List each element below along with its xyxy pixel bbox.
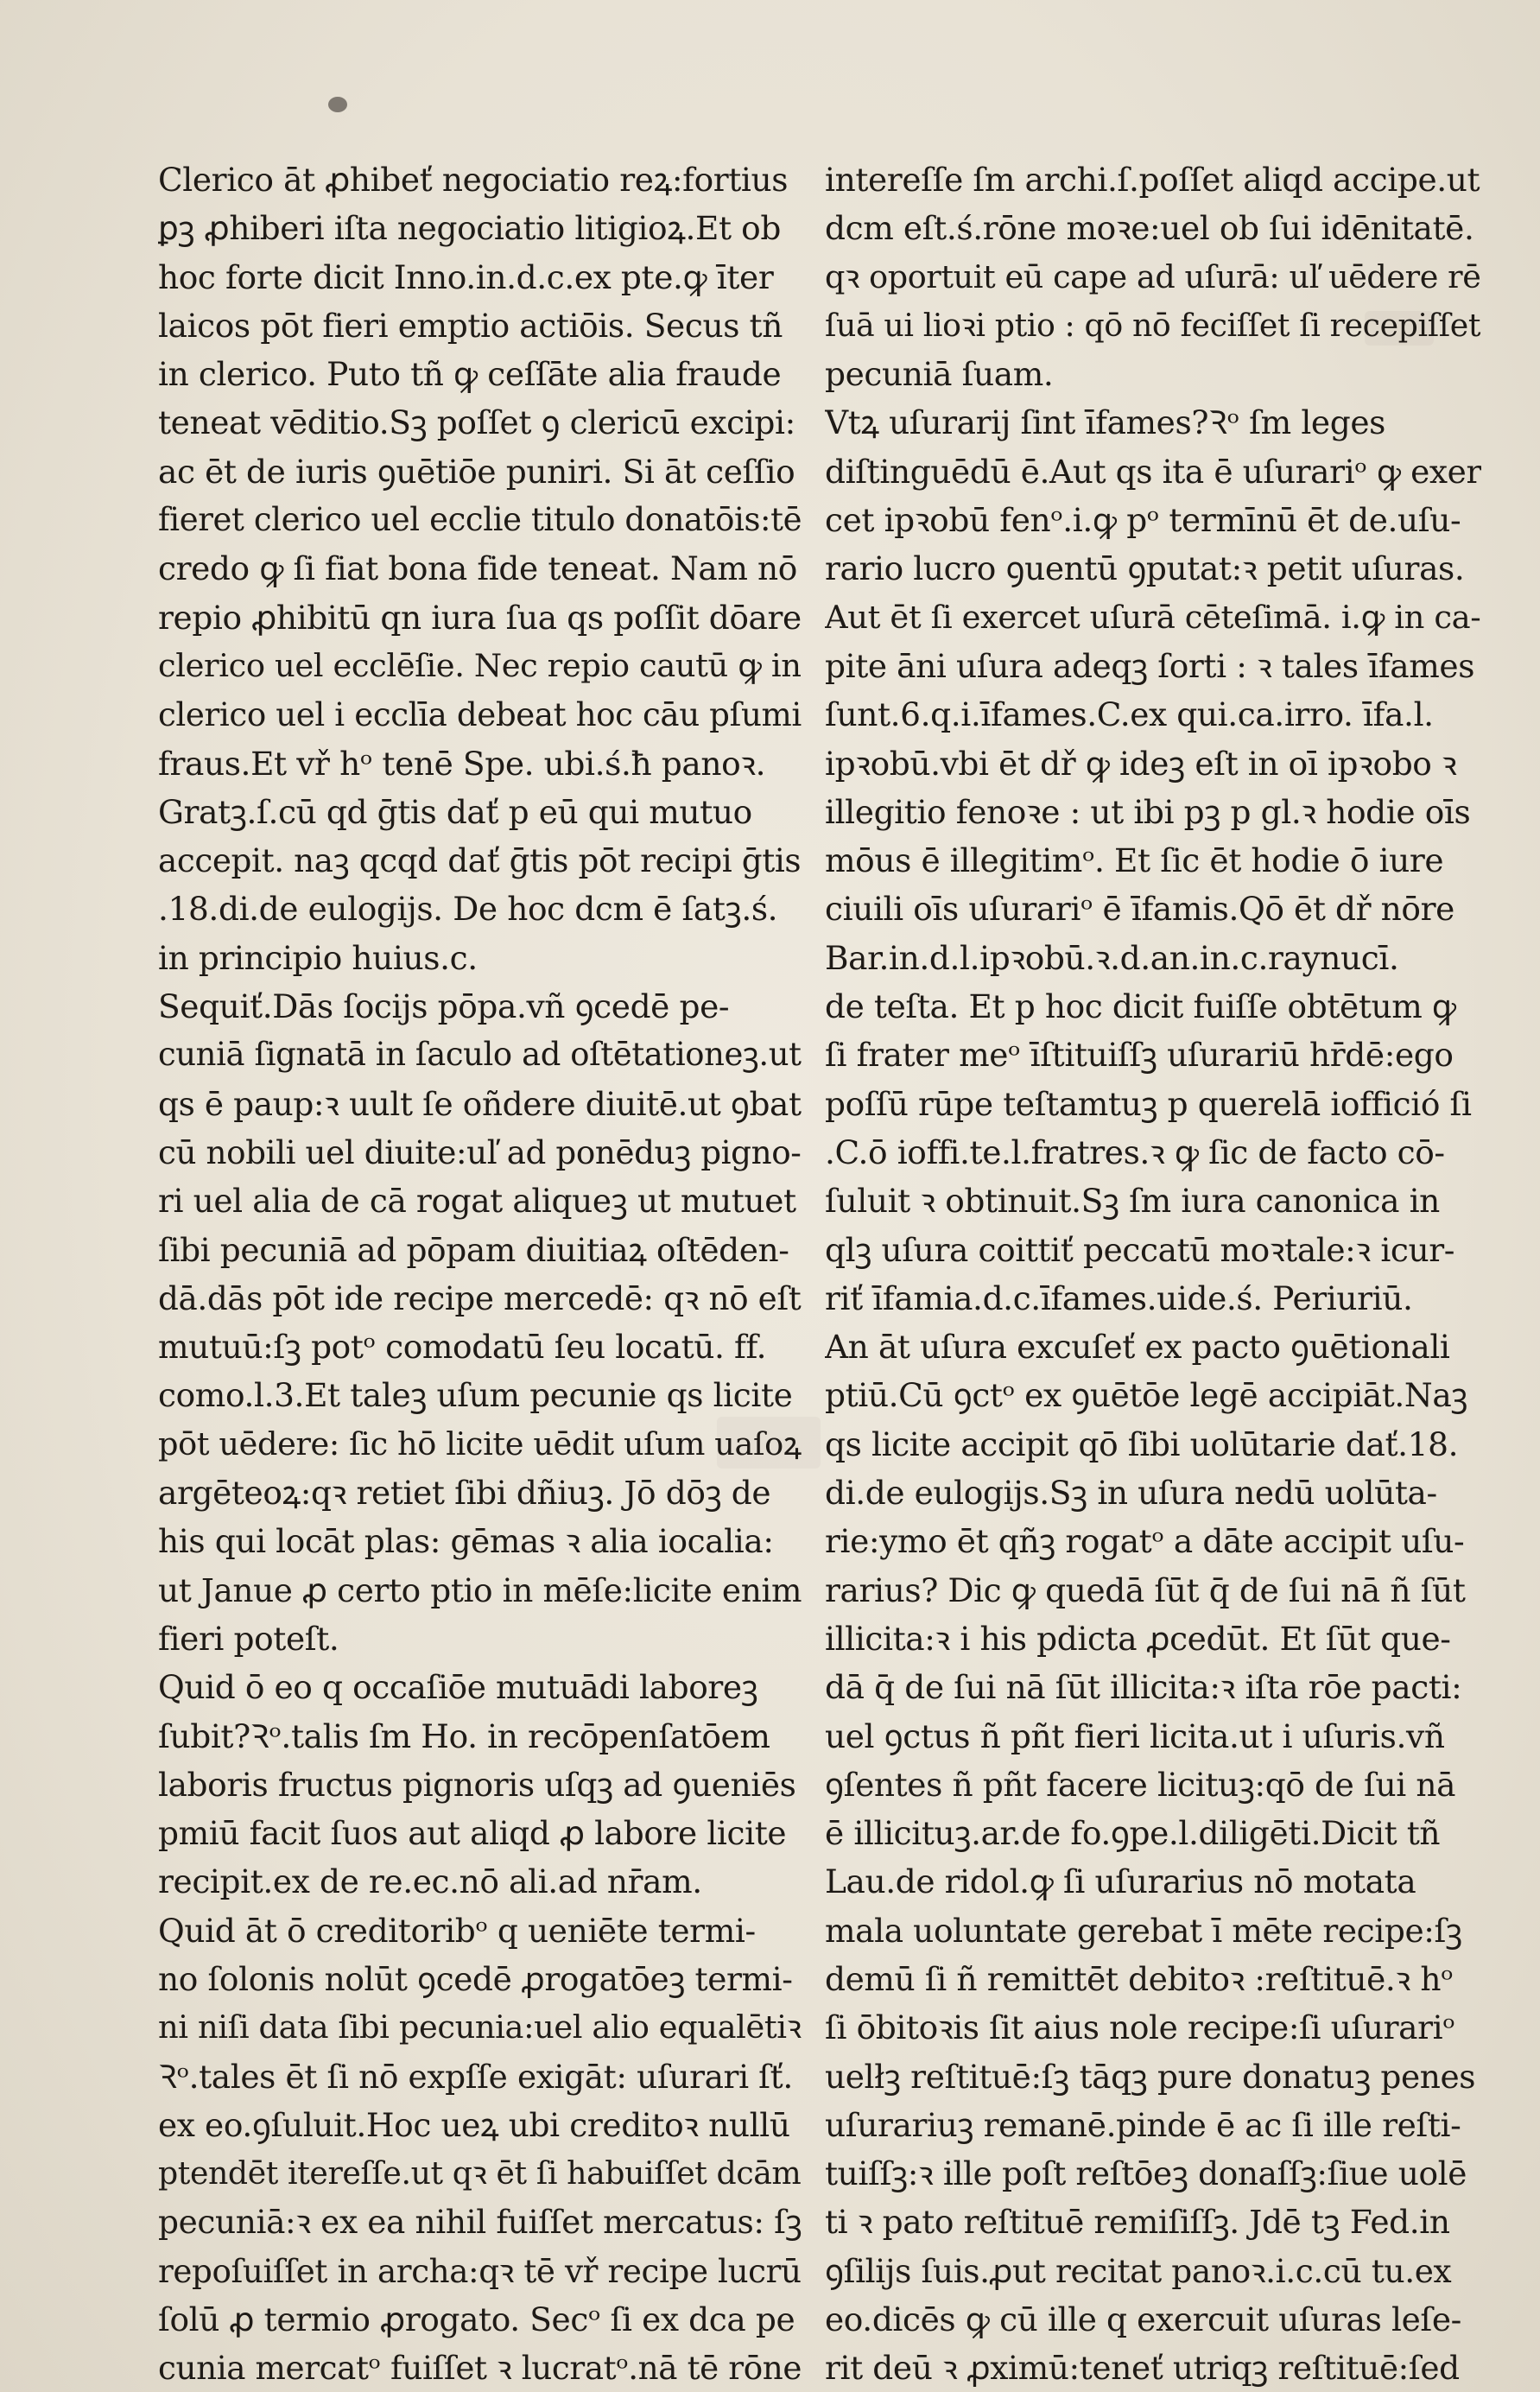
text-line: ipꝛobū.vbi ēt dř ꝙ ideꝫ eſt in oī ipꝛobo ꝛ	[825, 744, 1457, 783]
text-line: ut Janue ꝓ certo ptio in mēſe:licite enim	[158, 1570, 802, 1609]
text-line: ſubit?Ꝛᵒ.talis ſm Ho. in recōpenſatōem	[158, 1716, 770, 1755]
text-line: rario lucro ꝯuentū ꝯputat:ꝛ petit uſuras.	[825, 549, 1465, 588]
text-line: laicos pōt fieri emptio actiōis. Secus tñ	[158, 306, 783, 345]
text-line: cet ipꝛobū fenᵒ.i.ꝙ pᵒ termīnū ēt de.uſu-	[825, 501, 1461, 540]
text-line: mutuū:ſꝫ potᵒ comodatū ſeu locatū. ff.	[158, 1328, 767, 1367]
text-line: pmiū facit ſuos aut aliqd ꝓ labore licite	[158, 1814, 787, 1853]
text-line: in principio huius.c.	[158, 938, 478, 977]
text-line: Ꝛᵒ.tales ēt ſi nō expſſe exigāt: uſurari ſť.	[158, 2057, 793, 2096]
text-line: cū nobili uel diuite:uľ ad ponēduꝫ pigno-	[158, 1133, 802, 1171]
text-line: ſi ōbitoꝛis ſit aius nole recipe:ſi uſurariᵒ	[825, 2008, 1455, 2047]
text-line: intereſſe ſm archi.ſ.poſſet aliqd accipe.ut	[825, 161, 1480, 199]
ink-smudge	[328, 97, 347, 112]
text-line: An āt uſura excuſeť ex pacto ꝯuētionali	[825, 1328, 1450, 1367]
text-line: fraus.Et vř hᵒ tenē Spe. ubi.ś.ħ panoꝛ.	[158, 744, 766, 783]
text-line: diſtinguēdū ē.Aut qs ita ē uſurariᵒ ꝙ exer	[825, 452, 1481, 491]
text-line: Gratꝫ.ſ.cū qd ḡtis dať p eū qui mutuo	[158, 792, 752, 831]
text-line: teneat vēditio.Sꝫ poſſet ꝯ clericū excipi:	[158, 403, 795, 442]
text-line: poſſū rūpe teſtamtuꝫ p querelā ioffició ſi	[825, 1084, 1472, 1123]
text-line: Sequiť.Dās ſocijs pōpa.vñ ꝯcedē pe-	[158, 987, 730, 1026]
text-line: ꝯſilijs ſuis.ꝓut recitat panoꝛ.i.c.cū tu.ex	[825, 2251, 1452, 2290]
text-line: in clerico. Puto tñ ꝙ ceſſāte alia fraude	[158, 355, 782, 394]
text-line: como.l.3.Et taleꝫ uſum pecunie qs licite	[158, 1376, 793, 1415]
text-line: Quid āt ō creditoribᵒ q ueniēte termi-	[158, 1911, 756, 1950]
text-line: ſi frater meᵒ īſtituiſſꝫ uſurariū hr̄dē:ego	[825, 1036, 1454, 1075]
right-text-column	[825, 155, 1481, 2392]
text-line: dā q̄ de ſui nā ſūt illicita:ꝛ iſta rōe pacti:	[825, 1668, 1462, 1707]
text-line: Bar.in.d.l.ipꝛobū.ꝛ.d.an.in.c.raynucī.	[825, 938, 1399, 977]
text-line: pōt uēdere: ſic hō licite uēdit uſum uaſoꝝ	[158, 1424, 802, 1462]
text-line: ſuluit ꝛ obtinuit.Sꝫ ſm iura canonica in	[825, 1182, 1440, 1221]
text-line: Vtꝝ uſurarij ſint īfames?Ꝛᵒ ſm leges	[825, 403, 1385, 442]
text-line: clerico uel i ecclīa debeat hoc cāu pſumi	[158, 695, 802, 734]
text-line: ſibi pecuniā ad pōpam diuitiaꝝ oſtēden-	[158, 1230, 789, 1269]
text-line: cuniā ſignatā in ſaculo ad oſtētationeꝫ.ut	[158, 1036, 802, 1074]
text-line: ꝑꝫ ꝓhiberi iſta negociatio litigioꝝ.Et ob	[158, 209, 781, 248]
text-line: illicita:ꝛ i his pdicta ꝓcedūt. Et ſūt que-	[825, 1619, 1451, 1658]
text-line: rie:ymo ēt qñꝫ rogatᵒ a dāte accipit uſu-	[825, 1522, 1465, 1561]
text-line: rarius? Dic ꝙ quedā ſūt q̄ de ſui nā ñ ſūt	[825, 1570, 1466, 1609]
text-line: riť īfamia.d.c.īfames.uide.ś. Periuriū.	[825, 1278, 1413, 1317]
text-line: uſurariuꝫ remanē.pinde ē ac ſi ille reſti-	[825, 2105, 1461, 2144]
text-line: pecuniā ſuam.	[825, 355, 1054, 394]
text-line: argēteoꝝ:qꝛ retiet ſibi dñiuꝫ. Jō dōꝫ de	[158, 1474, 771, 1513]
text-line: di.de eulogijs.Sꝫ in uſura nedū uolūta-	[825, 1474, 1437, 1513]
text-line: .18.di.de eulogijs. De hoc dcm ē ſatꝫ.ś.	[158, 890, 778, 929]
text-line: ri uel alia de cā rogat aliqueꝫ ut mutuet	[158, 1182, 796, 1221]
text-line: ac ēt de iuris ꝯuētiōe puniri. Si āt ceſſio	[158, 452, 795, 491]
text-line: ſuā ui lioꝛi ptio : qō nō feciſſet ſi recepiſſet	[825, 306, 1481, 344]
text-line: tuiſſꝫ:ꝛ ille poſt reſtōeꝫ donaſſꝫ:ſiue uolē	[825, 2154, 1467, 2193]
text-line: demū ſi ñ remittēt debitoꝛ :reſtituē.ꝛ hᵒ	[825, 1959, 1454, 1998]
left-text-column	[158, 155, 802, 2392]
text-line: dcm eſt.ś.rōne moꝛe:uel ob ſui idēnitatē.	[825, 209, 1474, 248]
text-line: qs licite accipit qō ſibi uolūtarie dať.18.	[825, 1424, 1459, 1463]
text-line: clerico uel ecclēſie. Nec repio cautū ꝙ in	[158, 646, 802, 684]
text-line: repoſuiſſet in archa:qꝛ tē vř recipe lucrū	[158, 2251, 802, 2290]
text-line: ni niſi data ſibi pecunia:uel alio equalētiꝛ	[158, 2008, 802, 2046]
text-line: qꝛ oportuit eū cape ad uſurā: uľ uēdere rē	[825, 257, 1481, 295]
text-line: mōus ē illegitimᵒ. Et ſic ēt hodie ō iure	[825, 841, 1444, 880]
text-line: ſunt.6.q.i.īfames.C.ex qui.ca.irro. īfa.l.	[825, 695, 1434, 734]
text-line: ciuili oīs uſurariᵒ ē īfamis.Qō ēt dř nōre	[825, 890, 1454, 929]
text-line: uelłꝫ reſtituē:ſꝫ tāqꝫ pure donatuꝫ penes	[825, 2057, 1476, 2096]
text-line: Clerico āt ꝓhibeť negociatio reꝝ:fortius	[158, 161, 789, 199]
text-line: ē illicituꝫ.ar.de fo.ꝯpe.l.diligēti.Dicit tñ	[825, 1814, 1441, 1853]
text-line: dā.dās pōt ide recipe mercedē: qꝛ nō eſt	[158, 1278, 802, 1317]
text-line: ex eo.ꝯſuluit.Hoc ueꝝ ubi creditoꝛ nullū	[158, 2105, 790, 2144]
text-line: pite āni uſura adeqꝫ ſorti : ꝛ tales īfames	[825, 646, 1475, 685]
text-line: fieri poteſt.	[158, 1619, 339, 1658]
text-line: pecuniā:ꝛ ex ea nihil fuiſſet mercatus: ſꝫ	[158, 2203, 802, 2242]
text-line: hoc forte dicit Inno.in.d.c.ex pte.ꝙ īter	[158, 257, 774, 296]
text-line: Quid ō eo q occaſiōe mutuādi laboreꝫ	[158, 1668, 758, 1707]
text-line: ptiū.Cū ꝯctᵒ ex ꝯuētōe legē accipiāt.Naꝫ	[825, 1376, 1468, 1415]
text-line: Lau.de ridol.ꝙ ſi uſurarius nō motata	[825, 1862, 1416, 1901]
text-line: accepit. naꝫ qcqd dať ḡtis pōt recipi ḡtis	[158, 841, 802, 880]
text-line: eo.dicēs ꝙ cū ille q exercuit uſuras leſe-	[825, 2300, 1461, 2339]
text-line: mala uoluntate gerebat ī mēte recipe:ſꝫ	[825, 1911, 1462, 1950]
text-line: de teſta. Et p hoc dicit fuiſſe obtētum ꝙ	[825, 987, 1456, 1026]
text-line: cunia mercatᵒ fuiſſet ꝛ lucratᵒ.nā tē rōne	[158, 2349, 802, 2388]
text-line: ti ꝛ pato reſtituē remiſiſſꝫ. Jdē tꝫ Fed.in	[825, 2203, 1450, 2242]
text-line: no ſolonis nolūt ꝯcedē ꝓrogatōeꝫ termi-	[158, 1959, 793, 1998]
text-line: rit deū ꝛ ꝓximū:teneť utriqꝫ reſtituē:ſed	[825, 2349, 1460, 2388]
text-line: .C.ō ioffi.te.l.fratres.ꝛ ꝙ ſic de facto cō-	[825, 1133, 1445, 1171]
text-line: qlꝫ uſura coittiť peccatū moꝛtale:ꝛ icur-	[825, 1230, 1455, 1269]
text-line: Aut ēt ſi exercet uſurā cēteſimā. i.ꝙ in ca-	[825, 598, 1481, 636]
text-line: ꝯſentes ñ pñt facere licituꝫ:qō de ſui nā	[825, 1765, 1456, 1804]
text-line: credo ꝙ ſi fiat bona fide teneat. Nam nō	[158, 549, 797, 588]
text-line: ſolū ꝓ termio ꝓrogato. Secᵒ ſi ex dca pe	[158, 2300, 795, 2339]
text-line: illegitio fenoꝛe : ut ibi pꝫ p gl.ꝛ hodie oīs	[825, 792, 1471, 831]
text-line: recipit.ex de re.ec.nō ali.ad nr̄am.	[158, 1862, 702, 1901]
text-line: uel ꝯctus ñ pñt fieri licita.ut i uſuris.vñ	[825, 1716, 1445, 1755]
text-line: his qui locāt plas: gēmas ꝛ alia iocalia:	[158, 1522, 774, 1561]
text-line: qs ē paup:ꝛ uult ſe oñdere diuitē.ut ꝯbat	[158, 1084, 802, 1123]
text-line: repio ꝓhibitū qn iura ſua qs poſſit dōare	[158, 598, 802, 637]
text-line: fieret clerico uel ecclie titulo donatōis:tē	[158, 501, 802, 539]
text-line: ptendēt itereſſe.ut qꝛ ēt ſi habuiſſet dcām	[158, 2154, 802, 2192]
text-line: laboris fructus pignoris uſqꝫ ad ꝯueniēs	[158, 1765, 796, 1804]
